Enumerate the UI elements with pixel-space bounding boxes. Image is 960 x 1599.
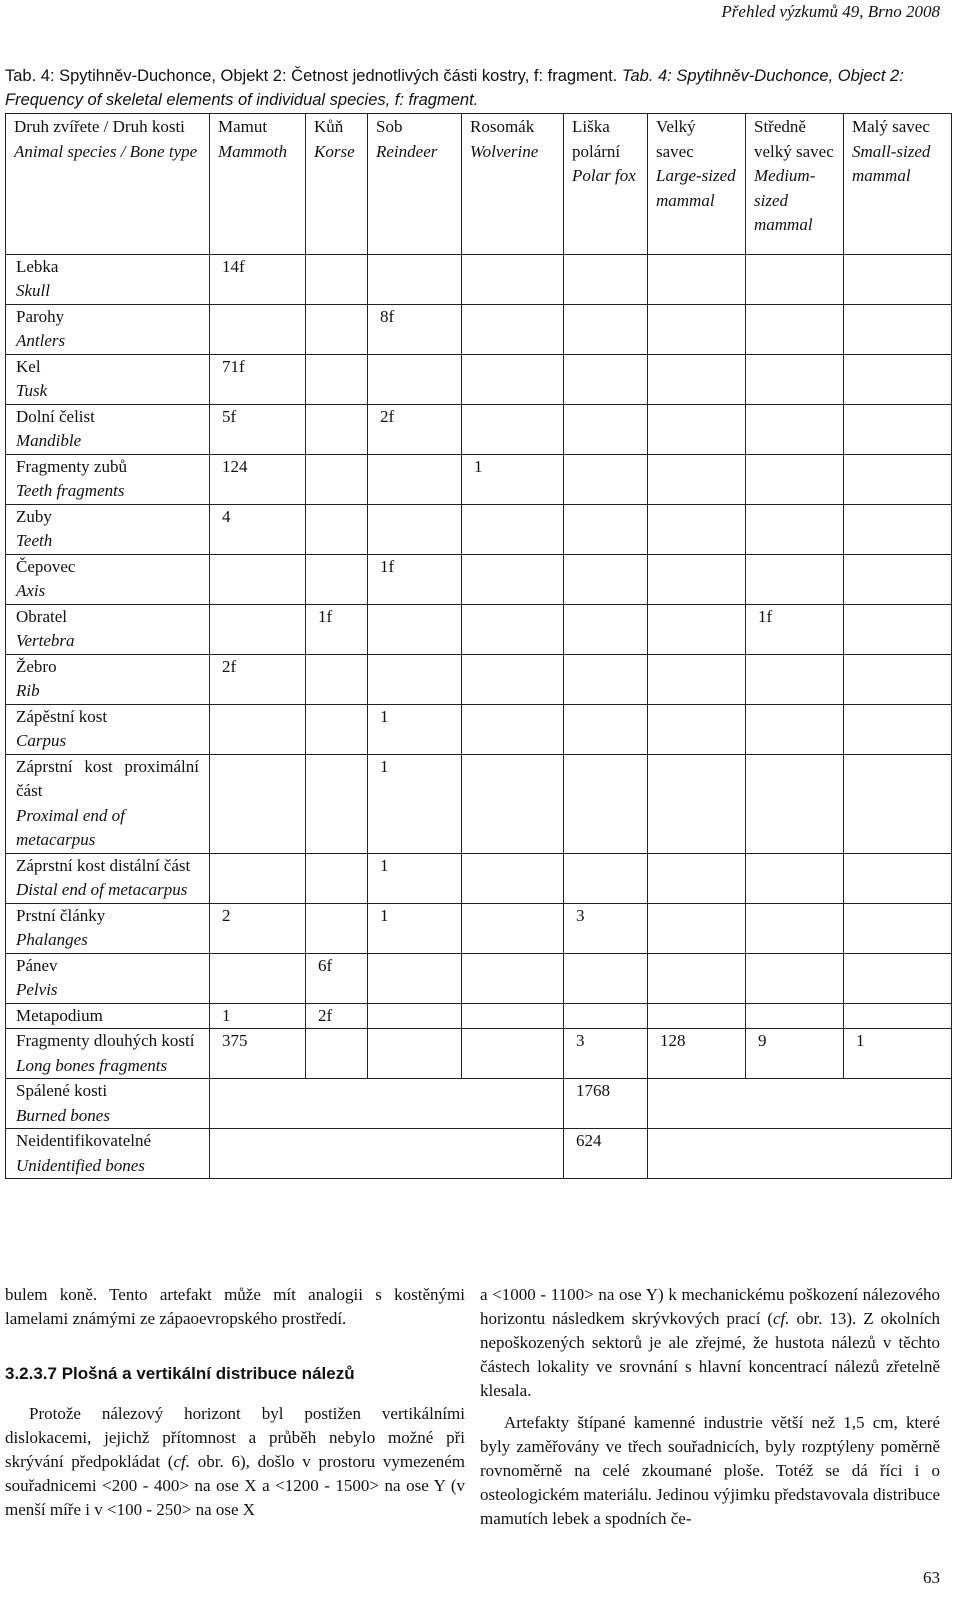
value-cell [462,354,564,404]
value-cell: 375 [210,1029,306,1079]
bone-type-cz: Fragmenty dlouhých kostí [16,1031,195,1050]
bone-type-en: Pelvis [16,980,58,999]
value-cell [368,953,462,1003]
header-label-cz: Rosomák [470,117,535,136]
value-cell [844,654,952,704]
value-cell [564,754,648,853]
value-cell: 5f [210,404,306,454]
left-column [5,1283,465,1522]
value-cell [648,903,746,953]
bone-type-cell [6,304,210,354]
value-cell [746,454,844,504]
value-cell [844,604,952,654]
bone-type-en: Unidentified bones [16,1155,145,1175]
value-cell [648,853,746,903]
table-row [6,504,952,554]
bone-type-en: Burned bones [16,1105,110,1125]
value-cell [648,953,746,1003]
bone-type-cell [6,254,210,304]
value-cell [210,953,306,1003]
bone-type-en: Carpus [16,731,67,750]
bone-type-cell [6,953,210,1003]
bone-type-cz: Metapodium [16,1005,103,1025]
table-row [6,953,952,1003]
value-cell [648,754,746,853]
value-cell: 1 [844,1029,952,1079]
bone-type-cell [6,903,210,953]
value-cell [306,554,368,604]
bone-type-cell [6,853,210,903]
table-row [6,654,952,704]
bone-type-en: Axis [16,581,46,600]
value-cell: 71f [210,354,306,404]
value-cell [210,754,306,853]
table-row [6,454,952,504]
value-cell [462,554,564,604]
value-cell [844,354,952,404]
value-cell [306,754,368,853]
table-row [6,1079,952,1129]
value-cell: 2f [306,1003,368,1029]
value-cell: 1 [368,754,462,853]
value-cell [368,254,462,304]
value-cell [564,454,648,504]
bone-type-cell [6,454,210,504]
value-cell [368,654,462,704]
value-cell [462,504,564,554]
value-cell: 2f [368,404,462,454]
value-cell [306,254,368,304]
value-cell [210,604,306,654]
header-label-en: Animal species / Bone type [14,141,198,161]
column-header [462,114,564,255]
right-column [480,1283,940,1531]
bone-type-cz: Pánev [16,955,58,975]
value-cell [844,254,952,304]
bone-type-cell [6,354,210,404]
bone-type-en: Tusk [16,381,48,400]
value-cell [462,404,564,454]
value-cell [306,704,368,754]
header-row [6,114,952,255]
value-cell [746,404,844,454]
header-label-cz: Malý savec [852,117,930,136]
value-cell [306,853,368,903]
header-label-en: Mammoth [218,141,287,161]
value-cell-total: 1768 [564,1079,648,1129]
value-cell [306,654,368,704]
value-cell [648,304,746,354]
value-cell [368,1029,462,1079]
value-cell [844,304,952,354]
value-cell [746,654,844,704]
value-cell [462,903,564,953]
value-cell: 1 [462,454,564,504]
paragraph-damage: a <1000 - 1100> na ose Y) k mechanickému poškození nálezového horizontu následkem skrývkových prací (cf. obr. 13). Z okolních nepoškozených sektorů je ale zřejmé, že hustota nálezů v těchto částech lokality ve srovnání s hlavní koncentrací nálezů zřetelně klesala. [480,1285,941,1400]
value-cell [462,953,564,1003]
header-label-cz: Velký savec [656,117,696,161]
value-cell [746,354,844,404]
table-row [6,354,952,404]
table-row [6,304,952,354]
bone-type-en: Phalanges [16,930,88,949]
value-cell [564,953,648,1003]
value-cell [746,504,844,554]
value-cell: 2 [210,903,306,953]
value-cell [746,1003,844,1029]
section-heading: 3.2.3.7 Plošná a vertikální distribuce nálezů [5,1364,355,1383]
bone-type-cell [6,654,210,704]
value-cell [564,554,648,604]
value-cell: 14f [210,254,306,304]
caption-cz: Tab. 4: Spytihněv-Duchonce, Objekt 2: Četnost jednotlivých části kostry, f: fragment. [5,67,618,85]
value-cell [648,604,746,654]
value-cell [746,554,844,604]
value-cell [648,404,746,454]
value-cell [648,354,746,404]
value-cell [368,604,462,654]
bone-type-cell [6,1129,210,1179]
value-cell [306,304,368,354]
value-cell [564,304,648,354]
value-cell [648,454,746,504]
value-cell: 1f [306,604,368,654]
bone-type-en: Antlers [16,331,66,350]
paragraph-continued: bulem koně. Tento artefakt může mít analogii s kostěnými lamelami známými ze zápaoevropského prostředí. [5,1285,465,1328]
value-cell [462,254,564,304]
value-cell: 128 [648,1029,746,1079]
table-caption [5,64,955,112]
value-cell: 1 [210,1003,306,1029]
value-cell [746,953,844,1003]
value-cell: 3 [564,903,648,953]
bone-type-cz: Parohy [16,306,65,326]
bone-type-cz: Fragmenty zubů [16,456,127,476]
page-number: 63 [923,1568,940,1587]
value-cell [746,304,844,354]
value-cell [844,704,952,754]
bone-type-cz: Zápěstní kost [16,706,108,726]
header-label-en: Small-sized mammal [852,141,931,185]
value-cell [844,554,952,604]
value-cell [462,754,564,853]
value-cell: 9 [746,1029,844,1079]
bone-type-cz: Záprstní kost proximální část [16,756,199,800]
bone-type-cell [6,1029,210,1079]
value-cell [564,853,648,903]
bone-type-cz: Neidentifikovatelné [16,1131,152,1150]
value-cell [564,1003,648,1029]
bone-type-cz: Žebro [16,656,57,676]
table-row [6,554,952,604]
table-row [6,254,952,304]
header-label-cz: Středně velký savec [754,117,834,161]
value-cell [210,554,306,604]
table-row [6,903,952,953]
bone-type-cell [6,704,210,754]
value-cell [746,903,844,953]
table-row [6,754,952,853]
value-cell [462,304,564,354]
header-label-cz: Druh zvířete / Druh kosti [14,117,185,136]
header-label-en: Reindeer [376,141,438,161]
value-cell [210,1079,564,1129]
value-cell [564,254,648,304]
value-cell [844,504,952,554]
table-row [6,604,952,654]
value-cell: 1 [368,903,462,953]
bone-type-cell [6,604,210,654]
header-label-cz: Mamut [218,117,268,136]
value-cell [306,454,368,504]
value-cell [210,853,306,903]
value-cell [746,853,844,903]
table-row [6,1003,952,1029]
column-header [746,114,844,255]
value-cell [844,404,952,454]
column-header [210,114,306,255]
value-cell [368,1003,462,1029]
bone-type-en: Vertebra [16,631,75,650]
column-header [844,114,952,255]
value-cell: 1 [368,704,462,754]
bone-type-cz: Lebka [16,256,59,276]
bone-type-cell [6,554,210,604]
value-cell: 1f [368,554,462,604]
bone-type-cz: Obratel [16,606,67,626]
bone-type-cz: Prstní články [16,905,106,925]
value-cell [462,1003,564,1029]
bone-type-cz: Kel [16,356,41,376]
table-row [6,704,952,754]
value-cell [564,404,648,454]
table-row [6,853,952,903]
value-cell: 1 [368,853,462,903]
bone-type-cell [6,404,210,454]
value-cell [844,1003,952,1029]
bone-type-en: Teeth [16,531,53,550]
value-cell [306,504,368,554]
bone-type-en: Proximal end of metacarpus [16,805,125,849]
value-cell [306,404,368,454]
value-cell [368,504,462,554]
bone-type-en: Distal end of metacarpus [16,880,188,899]
bone-type-en: Skull [16,281,50,300]
header-label-cz: Kůň [314,117,344,136]
value-cell [306,354,368,404]
value-cell [306,903,368,953]
value-cell: 8f [368,304,462,354]
value-cell [462,853,564,903]
value-cell [564,654,648,704]
value-cell: 3 [564,1029,648,1079]
value-cell [564,504,648,554]
value-cell-total: 624 [564,1129,648,1179]
paragraph-distribution: Protože nálezový horizont byl postižen vertikálními dislokacemi, jejichž přítomnost a průběh nebylo možné při skrývání předpokládat (cf. obr. 6), došlo v prostoru vymezeném souřadnicemi <200 - 400> na ose X a <1200 - 1500> na ose Y (v menší míře i v <100 - 250> na ose X [5,1404,465,1519]
value-cell [746,704,844,754]
value-cell [648,504,746,554]
value-cell [462,604,564,654]
header-label-cz: Liška polární [572,117,621,161]
value-cell [210,304,306,354]
header-label-en: Korse [314,141,355,161]
header-label-en: Wolverine [470,141,539,161]
header-label-en: Large-sized mammal [656,166,736,210]
value-cell: 6f [306,953,368,1003]
bone-type-en: Rib [16,681,40,700]
bone-type-en: Teeth fragments [16,481,125,500]
value-cell [648,704,746,754]
value-cell [368,454,462,504]
value-cell [564,604,648,654]
column-header [6,114,210,255]
value-cell [648,1129,952,1179]
value-cell [368,354,462,404]
value-cell [462,654,564,704]
column-header [306,114,368,255]
column-header [648,114,746,255]
header-label-en: Polar fox [572,166,636,185]
bone-type-cell [6,754,210,853]
bone-type-cz: Záprstní kost distální část [16,855,191,875]
value-cell: 2f [210,654,306,704]
value-cell [648,654,746,704]
value-cell [648,1003,746,1029]
value-cell [648,254,746,304]
bone-type-cell [6,504,210,554]
paragraph-artefacts: Artefakty štípané kamenné industrie větší než 1,5 cm, které byly zaměřovány ve třech souřadnicích, byly rozptýleny poměrně rovnoměrně na celé zkoumané ploše. Totéž se dá říci i o osteologickém materiálu. Jedinou výjimku představovala distribuce mamutích lebek a spodních če- [480,1413,940,1528]
header-label-cz: Sob [376,117,403,136]
bone-type-cz: Dolní čelist [16,406,95,426]
value-cell [648,1079,952,1129]
value-cell [462,704,564,754]
value-cell: 1f [746,604,844,654]
bone-type-cz: Spálené kosti [16,1081,108,1100]
table-body [6,254,952,1179]
value-cell [844,903,952,953]
table-row [6,404,952,454]
bone-type-cz: Čepovec [16,556,76,576]
table-row [6,1129,952,1179]
value-cell [844,853,952,903]
value-cell [210,704,306,754]
bone-type-cz: Zuby [16,506,52,526]
value-cell [746,754,844,853]
bone-frequency-table [5,113,952,1179]
value-cell: 124 [210,454,306,504]
header-label-en: Medium-sized mammal [754,166,816,234]
value-cell [462,1029,564,1079]
value-cell [844,953,952,1003]
value-cell [210,1129,564,1179]
value-cell: 4 [210,504,306,554]
value-cell [844,754,952,853]
bone-type-en: Mandible [16,431,82,450]
column-header [564,114,648,255]
caption-en: Tab. 4: Spytihněv-Duchonce, Object 2: Frequency of skeletal elements of individual species, f: fragment. [5,67,904,109]
value-cell [746,254,844,304]
bone-type-cell [6,1003,210,1029]
column-header [368,114,462,255]
bone-type-cell [6,1079,210,1129]
table-row [6,1029,952,1079]
value-cell [648,554,746,604]
value-cell [564,704,648,754]
running-head: Přehled výzkumů 49, Brno 2008 [721,2,940,21]
value-cell [844,454,952,504]
value-cell [564,354,648,404]
value-cell [306,1029,368,1079]
bone-type-en: Long bones fragments [16,1055,168,1075]
